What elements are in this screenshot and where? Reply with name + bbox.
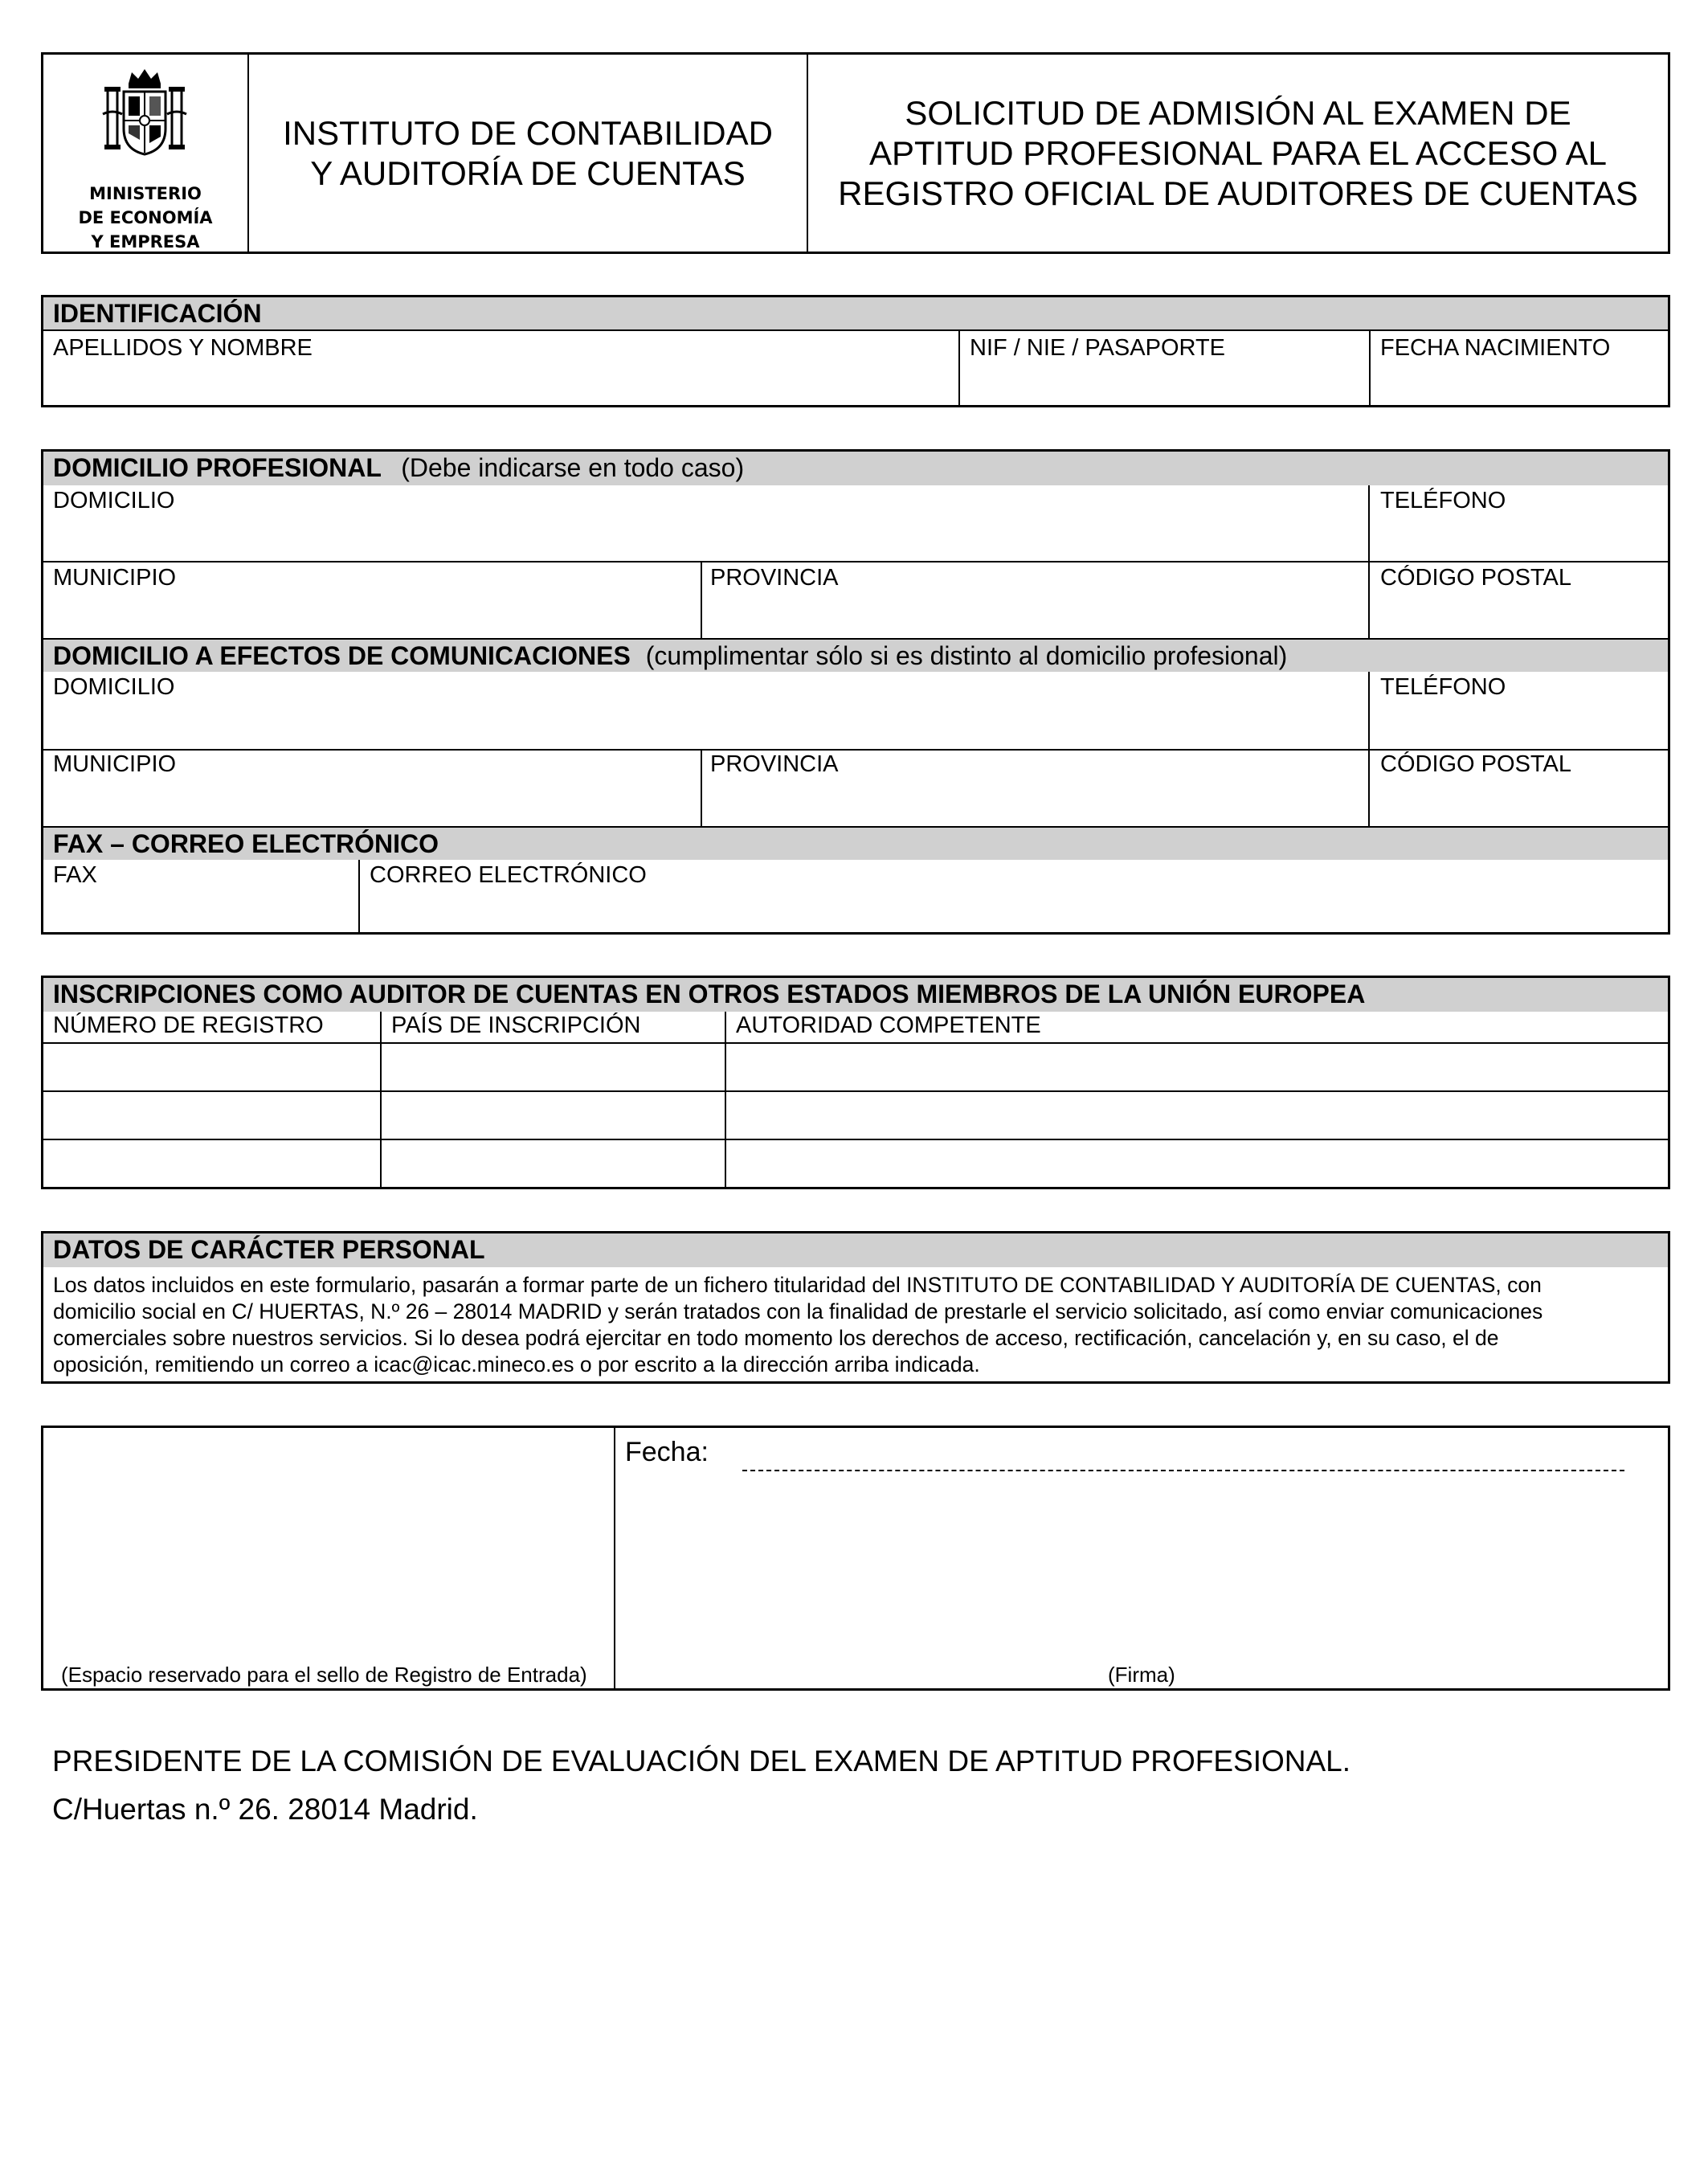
- ministry-line-3: Y EMPRESA: [91, 232, 200, 252]
- table-row-3-pais-cell[interactable]: [383, 1142, 723, 1185]
- prof-city-label: MUNICIPIO: [53, 565, 177, 591]
- prof-province-field[interactable]: [704, 564, 1367, 635]
- signature-field[interactable]: [619, 1479, 1663, 1656]
- com-postal-code-label: CÓDIGO POSTAL: [1380, 751, 1571, 777]
- email-field[interactable]: [362, 861, 1668, 931]
- ministry-line-2: DE ECONOMÍA: [78, 208, 213, 227]
- table-row-3-registro-cell[interactable]: [45, 1142, 378, 1185]
- prof-province-label: PROVINCIA: [710, 565, 839, 591]
- name-label: APELLIDOS Y NOMBRE: [53, 335, 313, 361]
- prof-city-field[interactable]: [45, 564, 699, 635]
- addressee: [52, 1737, 1659, 1834]
- table-row-1-autoridad-cell[interactable]: [728, 1045, 1668, 1089]
- signature-caption: (Firma): [1108, 1663, 1175, 1687]
- com-phone-label: TELÉFONO: [1380, 674, 1506, 700]
- datos-personales-section: [41, 1231, 1670, 1384]
- domicilio-comunicaciones-title: DOMICILIO A EFECTOS DE COMUNICACIONES: [53, 641, 631, 670]
- date-field[interactable]: [742, 1438, 1624, 1471]
- com-postal-code-field[interactable]: [1371, 752, 1668, 823]
- table-row-2-pais-cell[interactable]: [383, 1094, 723, 1137]
- institute-line-2: Y AUDITORÍA DE CUENTAS: [310, 153, 746, 192]
- privacy-notice-text: [53, 1272, 1660, 1378]
- privacy-notice-line-1: Los datos incluidos en este formulario, pasarán a formar parte de un fichero titularidad del INSTITUTO DE CONTABILIDAD Y AUDITORÍA DE CUENTAS, con: [53, 1273, 1542, 1297]
- domicilio-profesional-header: [43, 452, 1668, 485]
- com-city-field[interactable]: [45, 752, 699, 823]
- name-field[interactable]: [45, 333, 957, 403]
- prof-postal-code-label: CÓDIGO POSTAL: [1380, 565, 1571, 591]
- inscripciones-header: [43, 978, 1668, 1012]
- ministry-line-1: MINISTERIO: [89, 184, 202, 203]
- domicilio-profesional-note: (Debe indicarse en todo caso): [401, 453, 745, 482]
- id-document-field[interactable]: [962, 333, 1367, 403]
- table-row-2-registro-cell[interactable]: [45, 1094, 378, 1137]
- fax-label: FAX: [53, 862, 97, 888]
- addressee-line-2: C/Huertas n.º 26. 28014 Madrid.: [52, 1793, 478, 1826]
- table-row-2-autoridad-cell[interactable]: [728, 1094, 1668, 1137]
- com-province-field[interactable]: [704, 752, 1367, 823]
- fax-field[interactable]: [45, 861, 357, 931]
- table-row-1-pais-cell[interactable]: [383, 1045, 723, 1089]
- id-document-label: NIF / NIE / PASAPORTE: [970, 335, 1225, 361]
- privacy-notice-line-3: comerciales sobre nuestros servicios. Si lo desea podrá ejercitar en todo momento los derechos de acceso, rectificación, cancelación y, en su caso, el de: [53, 1326, 1499, 1350]
- identificacion-title: IDENTIFICACIÓN: [53, 299, 262, 328]
- institute-line-1: INSTITUTO DE CONTABILIDAD: [283, 113, 773, 152]
- email-label: CORREO ELECTRÓNICO: [370, 862, 647, 888]
- privacy-notice-line-4: oposición, remitiendo un correo a icac@icac.mineco.es o por escrito a la dirección arriba indicada.: [53, 1352, 980, 1377]
- coat-of-arms-emblem: [100, 66, 190, 161]
- inscripciones-title: INSCRIPCIONES COMO AUDITOR DE CUENTAS EN OTROS ESTADOS MIEMBROS DE LA UNIÓN EUROPEA: [53, 980, 1366, 1008]
- com-phone-field[interactable]: [1371, 673, 1668, 746]
- prof-postal-code-field[interactable]: [1371, 564, 1668, 635]
- date-label: Fecha:: [625, 1437, 709, 1467]
- inscripciones-section: [41, 976, 1670, 1189]
- form-title-line-2: APTITUD PROFESIONAL PARA EL ACCESO AL: [868, 133, 1608, 172]
- privacy-notice-line-2: domicilio social en C/ HUERTAS, N.º 26 – 28014 MADRID y serán tratados con la finalidad de prestarle el servicio solicitado, así como enviar comunicaciones: [53, 1299, 1543, 1323]
- column-header-autoridad: AUTORIDAD COMPETENTE: [736, 1012, 1041, 1038]
- com-province-label: PROVINCIA: [710, 751, 839, 777]
- prof-phone-field[interactable]: [1371, 487, 1668, 558]
- prof-address-label: DOMICILIO: [53, 488, 175, 513]
- form-title-line-3: REGISTRO OFICIAL DE AUDITORES DE CUENTAS: [838, 174, 1638, 212]
- signature-section: [41, 1426, 1670, 1691]
- table-row-1-registro-cell[interactable]: [45, 1045, 378, 1089]
- fax-correo-header: [43, 826, 1668, 860]
- fax-correo-title: FAX – CORREO ELECTRÓNICO: [53, 829, 439, 858]
- identificacion-header: [43, 297, 1668, 331]
- ministry-name: [43, 182, 247, 254]
- birth-date-label: FECHA NACIMIENTO: [1380, 335, 1611, 361]
- addressee-line-1: PRESIDENTE DE LA COMISIÓN DE EVALUACIÓN DEL EXAMEN DE APTITUD PROFESIONAL.: [52, 1745, 1351, 1777]
- form-title: [808, 55, 1668, 252]
- domicilios-section: [41, 449, 1670, 935]
- datos-personales-header: [43, 1233, 1668, 1267]
- com-address-label: DOMICILIO: [53, 674, 175, 700]
- form-title-line-1: SOLICITUD DE ADMISIÓN AL EXAMEN DE: [905, 93, 1571, 132]
- identificacion-section: [41, 295, 1670, 407]
- prof-address-field[interactable]: [45, 487, 1367, 558]
- com-address-field[interactable]: [45, 673, 1367, 746]
- datos-personales-title: DATOS DE CARÁCTER PERSONAL: [53, 1235, 485, 1264]
- column-header-pais: PAÍS DE INSCRIPCIÓN: [391, 1012, 641, 1038]
- prof-phone-label: TELÉFONO: [1380, 488, 1506, 513]
- birth-date-field[interactable]: [1372, 333, 1668, 403]
- form-header: [41, 52, 1670, 254]
- domicilio-profesional-title: DOMICILIO PROFESIONAL: [53, 453, 382, 482]
- registry-stamp-caption: (Espacio reservado para el sello de Registro de Entrada): [61, 1663, 587, 1687]
- table-row-3-autoridad-cell[interactable]: [728, 1142, 1668, 1185]
- com-city-label: MUNICIPIO: [53, 751, 177, 777]
- column-header-registro: NÚMERO DE REGISTRO: [53, 1012, 324, 1038]
- institute-name: [249, 55, 807, 252]
- domicilio-comunicaciones-note: (cumplimentar sólo si es distinto al domicilio profesional): [645, 641, 1288, 670]
- domicilio-comunicaciones-header: [43, 638, 1668, 672]
- registry-stamp-area: [45, 1430, 612, 1687]
